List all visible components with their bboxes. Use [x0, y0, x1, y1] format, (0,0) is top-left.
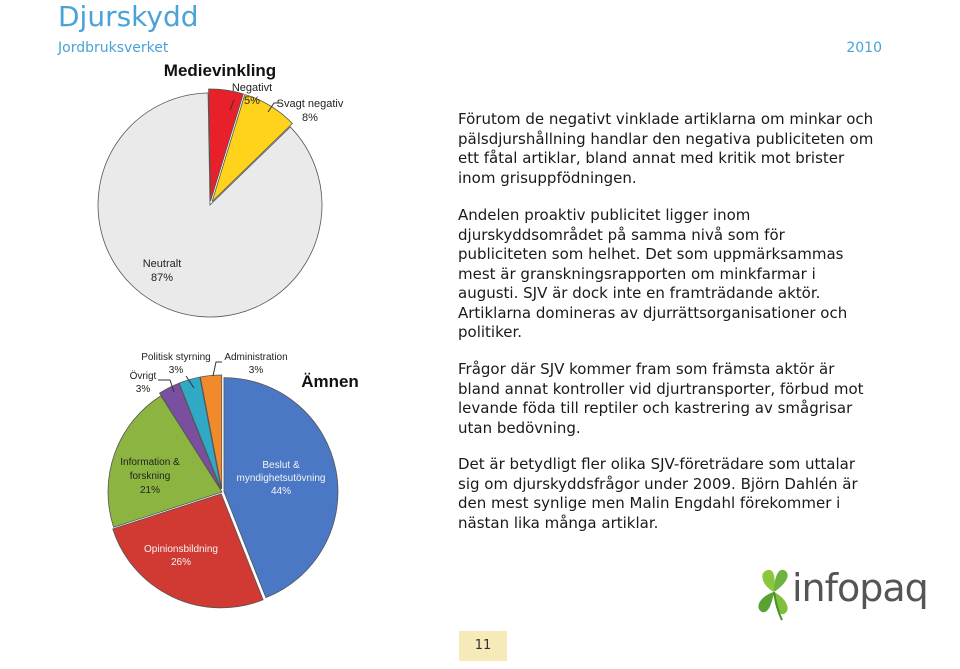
politisk-label: Politisk styrning: [141, 352, 211, 363]
amnen-pie: [108, 352, 359, 608]
paragraph-negative-publicity: Förutom de negativt vinklade artiklarna om minkar och pälsdjurshållning handlar den negativa publiciteten om ett fåtal artiklar, bland annat med kritik mot brister inom grisuppfödningen.: [458, 110, 874, 187]
beslut-label-1: Beslut &: [262, 460, 300, 471]
administration-leader: [213, 362, 222, 376]
infopaq-logo: [750, 560, 930, 630]
paragraph-sjv-topics: Frågor där SJV kommer fram som främsta aktör är bland annat kontroller vid djurtransporter, förbud mot levande föda till reptiler och kastrering av smågrisar utan bedövning.: [458, 360, 864, 437]
paragraph-spokespersons: Det är betydligt fler olika SJV-företrädare som uttalar sig om djurskyddsfrågor under 2009. Björn Dahlén är den mest synlige men Malin Engdahl förekommer i nästan lika många artiklar.: [458, 455, 858, 532]
ovrigt-value: 3%: [135, 384, 151, 395]
slide-title: Djurskydd: [58, 0, 199, 33]
amnen-title: Ämnen: [301, 372, 359, 391]
administration-value: 3%: [248, 365, 264, 376]
politisk-value: 3%: [168, 365, 184, 376]
negativt-value: 5%: [244, 95, 260, 107]
neutralt-value: 87%: [150, 272, 174, 284]
medievinkling-pie: [98, 61, 344, 317]
page-number: 11: [459, 631, 507, 661]
organization-name: Jordbruksverket: [58, 40, 169, 56]
administration-label: Administration: [224, 352, 288, 363]
neutralt-label: Neutralt: [142, 258, 182, 270]
medievinkling-title: Medievinkling: [163, 61, 277, 80]
information-value: 21%: [139, 485, 161, 496]
information-label-1: Information &: [120, 457, 180, 468]
negativt-label: Negativt: [231, 82, 273, 94]
opinionsbildning-label: Opinionsbildning: [144, 544, 218, 555]
beslut-label-2: myndighetsutövning: [236, 473, 326, 484]
clover-icon: [752, 562, 796, 622]
beslut-value: 44%: [270, 486, 292, 497]
svagt-negativ-label: Svagt negativ: [276, 98, 344, 110]
ovrigt-label: Övrigt: [129, 371, 157, 382]
svagt-negativ-value: 8%: [302, 112, 318, 124]
year-label: 2010: [846, 40, 882, 56]
logo-text: infopaq: [792, 566, 928, 610]
paragraph-proactive-publicity: Andelen proaktiv publicitet ligger inom djurskyddsområdet på samma nivå som för publiciteten som helhet. Det som uppmärksammas mest är granskningsrapporten om minkfarmar i augusti. SJV är dock inte en framträdande aktör. Artiklarna domineras av djurrättsorganisationer och politiker.: [458, 206, 848, 341]
opinionsbildning-value: 26%: [170, 557, 192, 568]
information-label-2: forskning: [129, 471, 171, 482]
